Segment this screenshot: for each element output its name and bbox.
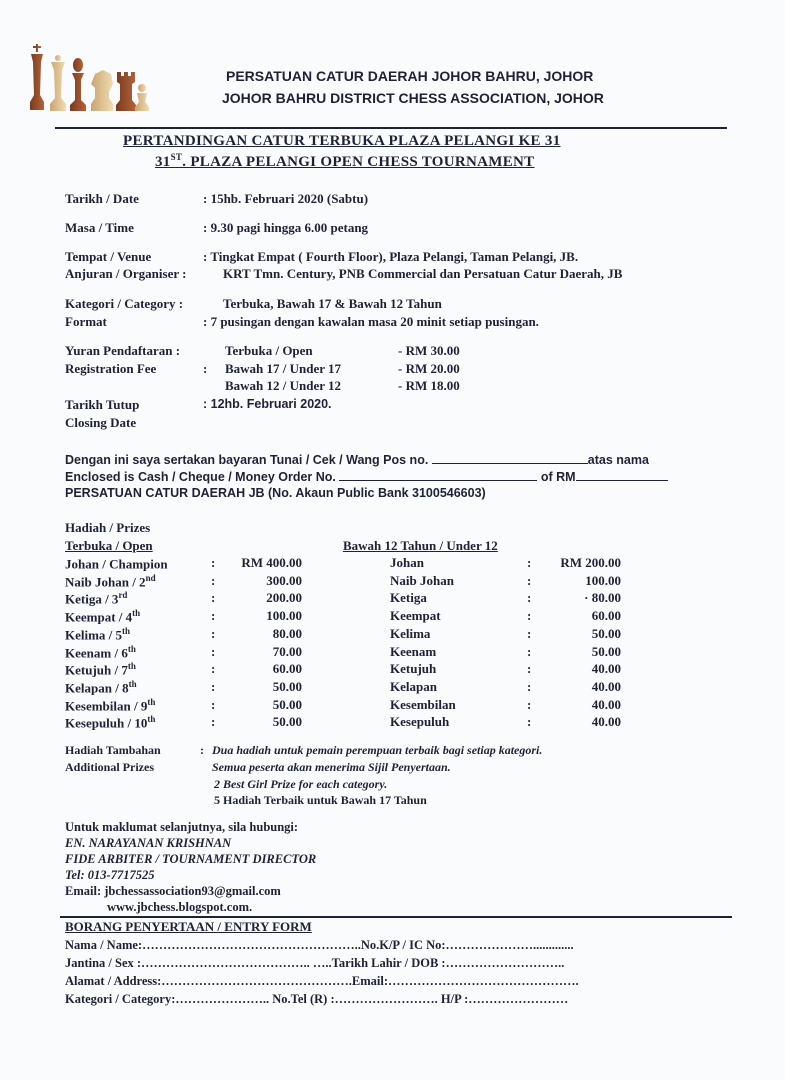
prize-colon: : (527, 625, 532, 641)
u12-prize-amount: 40.00 (591, 714, 621, 730)
open-prize-amount: 200.00 (266, 590, 302, 606)
prize-colon: : (211, 608, 216, 624)
fee-colon: : (203, 361, 208, 376)
closing-date-value: : 12hb. Februari 2020. (203, 397, 332, 411)
u12-prize-label: Kelima (390, 625, 431, 641)
open-prize-label: Ketiga / 3rd (65, 590, 128, 607)
fee-label-english: Registration Fee (65, 361, 157, 376)
prize-colon: : (527, 590, 532, 606)
organiser-label: Anjuran / Organiser : (65, 266, 187, 281)
u12-prize-amount: 100.00 (585, 572, 621, 588)
fee-category: Terbuka / Open (225, 343, 313, 358)
open-prize-label: Kesembilan / 9th (65, 696, 156, 713)
open-prize-amount: 70.00 (272, 643, 302, 659)
cheque-number-blank[interactable] (432, 451, 588, 464)
prize-colon: : (527, 643, 532, 659)
u12-prize-label: Naib Johan (390, 572, 454, 588)
prize-colon: : (527, 572, 532, 588)
contact-email: Email: jbchessassociation93@gmail.com (65, 884, 281, 898)
venue-label: Tempat / Venue (65, 249, 152, 264)
u12-prize-amount: RM 200.00 (560, 555, 621, 570)
open-prize-amount: 60.00 (272, 661, 302, 677)
entry-form-divider (60, 916, 732, 918)
payment-line-malay: Dengan ini saya sertakan bayaran Tunai / Cek / Wang Pos no. atas nama (65, 453, 649, 467)
additional-prize-line: Semua peserta akan menerima Sijil Penyertaan. (212, 760, 451, 774)
fee-amount: - RM 18.00 (398, 378, 460, 393)
open-prize-amount: 300.00 (266, 572, 302, 588)
open-prize-amount: 50.00 (272, 714, 302, 730)
time-value: : 9.30 pagi hingga 6.00 petang (203, 220, 369, 235)
fee-amount: - RM 20.00 (398, 361, 460, 376)
u12-prizes-heading: Bawah 12 Tahun / Under 12 (343, 538, 498, 553)
additional-prize-line: Dua hadiah untuk pemain perempuan terbaik bagi setiap kategori. (212, 743, 543, 757)
open-prize-label: Keenam / 6th (65, 643, 136, 660)
u12-prize-amount: 40.00 (591, 661, 621, 677)
contact-tel: Tel: 013-7717525 (65, 868, 155, 882)
u12-prize-amount: · 80.00 (584, 590, 621, 606)
contact-role: FIDE ARBITER / TOURNAMENT DIRECTOR (65, 852, 317, 866)
open-prize-amount: RM 400.00 (241, 555, 302, 570)
date-label: Tarikh / Date (65, 191, 139, 206)
open-prize-label: Keempat / 4th (65, 608, 141, 625)
date-value: : 15hb. Februari 2020 (Sabtu) (203, 191, 369, 206)
u12-prize-label: Keempat (390, 608, 441, 624)
category-label: Kategori / Category : (65, 296, 184, 311)
u12-prize-label: Ketiga (390, 590, 427, 606)
prize-colon: : (211, 714, 216, 730)
category-value: Terbuka, Bawah 17 & Bawah 12 Tahun (223, 296, 442, 311)
tournament-title-malay: PERTANDINGAN CATUR TERBUKA PLAZA PELANGI KE 31 (123, 133, 561, 149)
open-prize-label: Kelima / 5th (65, 625, 131, 643)
contact-website: www.jbchess.blogspot.com. (107, 900, 253, 914)
prize-colon: : (527, 661, 532, 677)
prize-colon: : (527, 714, 532, 730)
prize-colon: : (527, 555, 532, 570)
closing-label-malay: Tarikh Tutup (65, 397, 140, 412)
u12-prize-amount: 40.00 (591, 696, 621, 712)
additional-prizes-label-english: Additional Prizes (65, 760, 154, 774)
u12-prize-amount: 50.00 (591, 643, 621, 659)
u12-prize-label: Kelapan (390, 678, 437, 694)
prize-colon: : (527, 696, 532, 712)
org-name-english: JOHOR BAHRU DISTRICT CHESS ASSOCIATION, JOHOR (222, 90, 604, 106)
chess-pieces-logo-icon (25, 40, 150, 115)
payee-account: PERSATUAN CATUR DAERAH JB (No. Akaun Public Bank 3100546603) (65, 486, 486, 500)
u12-prize-label: Kesembilan (390, 696, 456, 712)
prize-colon: : (527, 678, 532, 694)
prizes-heading: Hadiah / Prizes (65, 520, 151, 535)
open-prize-label: Kesepuluh / 10th (65, 714, 156, 731)
additional-prize-line: 5 Hadiah Terbaik untuk Bawah 17 Tahun (214, 793, 427, 807)
venue-value: : Tingkat Empat ( Fourth Floor), Plaza Pelangi, Taman Pelangi, JB. (203, 249, 579, 264)
time-label: Masa / Time (65, 220, 134, 235)
prize-colon: : (211, 590, 216, 606)
prize-colon: : (211, 625, 216, 641)
u12-prize-amount: 60.00 (591, 608, 621, 624)
open-prize-label: Ketujuh / 7th (65, 661, 136, 678)
prize-colon: : (211, 661, 216, 677)
entry-form-category-row[interactable]: Kategori / Category:………………….. No.Tel (R) :……………………. H/P :…………………… (65, 992, 569, 1006)
fee-category: Bawah 17 / Under 17 (225, 361, 342, 376)
payment-line-english: Enclosed is Cash / Cheque / Money Order No. of RM (65, 468, 668, 484)
open-prize-amount: 50.00 (272, 678, 302, 694)
prize-colon: : (211, 555, 216, 570)
u12-prize-amount: 40.00 (591, 678, 621, 694)
additional-prize-line: 2 Best Girl Prize for each category. (214, 777, 388, 791)
open-prize-label: Johan / Champion (65, 556, 168, 572)
u12-prize-label: Kesepuluh (390, 714, 450, 730)
prize-colon: : (211, 643, 216, 659)
additional-prizes-colon: : (200, 743, 204, 757)
u12-prize-label: Ketujuh (390, 661, 437, 677)
org-name-malay: PERSATUAN CATUR DAERAH JOHOR BAHRU, JOHOR (226, 68, 594, 84)
u12-prize-label: Johan (390, 555, 424, 570)
prize-colon: : (211, 572, 216, 588)
open-prize-label: Naib Johan / 2nd (65, 572, 156, 590)
open-prizes-heading: Terbuka / Open (65, 538, 153, 553)
additional-prizes-label-malay: Hadiah Tambahan (65, 743, 161, 757)
fee-label-malay: Yuran Pendaftaran : (65, 343, 181, 358)
entry-form-heading: BORANG PENYERTAAN / ENTRY FORM (65, 919, 312, 934)
format-value: : 7 pusingan dengan kawalan masa 20 minit setiap pusingan. (203, 314, 539, 329)
prize-colon: : (211, 696, 216, 712)
organiser-value: KRT Tmn. Century, PNB Commercial dan Persatuan Catur Daerah, JB (223, 266, 623, 281)
entry-form-name-row[interactable]: Nama / Name:……………………………………………..No.K/P / IC No:…………………............. (65, 938, 574, 952)
money-order-number-blank[interactable] (339, 468, 537, 481)
entry-form-sex-row[interactable]: Jantina / Sex :………………………………….. …..Tarikh Lahir / DOB :……………………….. (65, 956, 565, 970)
closing-label-english: Closing Date (65, 415, 137, 430)
header-divider (55, 127, 727, 129)
fee-amount: - RM 30.00 (398, 343, 460, 358)
u12-prize-label: Keenam (390, 643, 437, 659)
open-prize-amount: 100.00 (266, 608, 302, 624)
fee-category: Bawah 12 / Under 12 (225, 378, 342, 393)
open-prize-amount: 50.00 (272, 696, 302, 712)
tournament-title-english: 31ST. PLAZA PELANGI OPEN CHESS TOURNAMENT (155, 152, 535, 170)
contact-intro: Untuk maklumat selanjutnya, sila hubungi: (65, 820, 299, 834)
u12-prize-amount: 50.00 (591, 625, 621, 641)
amount-blank[interactable] (576, 468, 668, 481)
open-prize-label: Kelapan / 8th (65, 678, 137, 696)
prize-colon: : (527, 608, 532, 624)
open-prize-amount: 80.00 (272, 625, 302, 641)
prize-colon: : (211, 678, 216, 694)
format-label: Format (65, 314, 107, 329)
entry-form-address-row[interactable]: Alamat / Address:……………………………………….Email:………………………………………. (65, 974, 579, 988)
contact-name: EN. NARAYANAN KRISHNAN (65, 836, 232, 850)
